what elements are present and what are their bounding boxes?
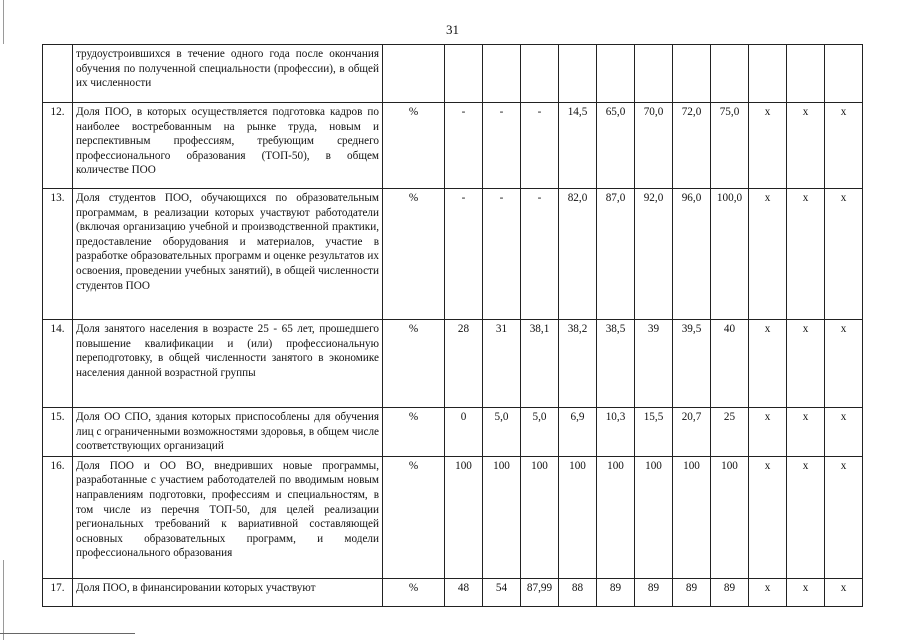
row-number: 15.	[43, 408, 73, 457]
value-cell	[445, 45, 483, 103]
row-number: 16.	[43, 456, 73, 578]
row-number: 13.	[43, 189, 73, 320]
table-row	[43, 456, 863, 578]
value-cell: 38,2	[559, 320, 597, 408]
value-cell: 100	[597, 456, 635, 578]
value-cell: x	[787, 456, 825, 578]
value-cell: -	[445, 189, 483, 320]
value-cell: 38,5	[597, 320, 635, 408]
value-cell: x	[787, 578, 825, 606]
indicator-description: Доля студентов ПОО, обучающихся по образовательным программам, в реализации которых участвуют работодатели (включая организацию учебной и производственной практики, предоставление оборудования и материалов, участие в разработке образовательных программ и оценке результатов их освоения, проведении учебных занятий), в общей численности студентов ПОО	[73, 189, 383, 320]
value-cell: 54	[483, 578, 521, 606]
value-cell: 25	[711, 408, 749, 457]
value-cell: x	[749, 320, 787, 408]
value-cell: -	[483, 189, 521, 320]
value-cell: 89	[597, 578, 635, 606]
value-cell	[597, 45, 635, 103]
value-cell: 39,5	[673, 320, 711, 408]
value-cell	[521, 45, 559, 103]
value-cell	[749, 45, 787, 103]
value-cell: 75,0	[711, 103, 749, 189]
value-cell: 48	[445, 578, 483, 606]
value-cell: x	[787, 320, 825, 408]
value-cell: 40	[711, 320, 749, 408]
value-cell: 5,0	[521, 408, 559, 457]
value-cell: x	[825, 103, 863, 189]
value-cell: x	[825, 456, 863, 578]
value-cell: x	[825, 578, 863, 606]
value-cell: 87,99	[521, 578, 559, 606]
value-cell: x	[825, 189, 863, 320]
scan-bottom-line	[0, 633, 135, 634]
value-cell: 92,0	[635, 189, 673, 320]
value-cell: -	[521, 189, 559, 320]
unit-cell	[383, 45, 445, 103]
unit-cell: %	[383, 320, 445, 408]
value-cell	[711, 45, 749, 103]
value-cell: 14,5	[559, 103, 597, 189]
row-number: 17.	[43, 578, 73, 606]
indicator-description: трудоустроившихся в течение одного года после окончания обучения по полученной специальности (профессии), в общей их численности	[73, 45, 383, 103]
table-row	[43, 578, 863, 606]
indicator-description: Доля занятого населения в возрасте 25 - 65 лет, прошедшего повышение квалификации и (или) профессиональную переподготовку, в общей численности занятого в экономике населения данной возрастной группы	[73, 320, 383, 408]
table-row	[43, 320, 863, 408]
value-cell: 65,0	[597, 103, 635, 189]
table-row	[43, 408, 863, 457]
value-cell: 100	[445, 456, 483, 578]
value-cell: 89	[711, 578, 749, 606]
scan-edge-mark-bottom	[3, 560, 4, 640]
value-cell	[635, 45, 673, 103]
value-cell: x	[787, 103, 825, 189]
value-cell: 87,0	[597, 189, 635, 320]
value-cell: 100	[711, 456, 749, 578]
value-cell: 82,0	[559, 189, 597, 320]
value-cell: x	[749, 103, 787, 189]
value-cell: 20,7	[673, 408, 711, 457]
value-cell: x	[787, 408, 825, 457]
value-cell: x	[787, 189, 825, 320]
value-cell: x	[825, 320, 863, 408]
value-cell: 100	[521, 456, 559, 578]
value-cell: x	[749, 408, 787, 457]
table-body	[43, 45, 863, 607]
value-cell: x	[749, 578, 787, 606]
value-cell: 89	[673, 578, 711, 606]
value-cell: -	[483, 103, 521, 189]
unit-cell: %	[383, 408, 445, 457]
value-cell	[559, 45, 597, 103]
unit-cell: %	[383, 456, 445, 578]
row-number	[43, 45, 73, 103]
unit-cell: %	[383, 103, 445, 189]
value-cell: -	[521, 103, 559, 189]
value-cell: x	[749, 456, 787, 578]
value-cell: 96,0	[673, 189, 711, 320]
value-cell: 70,0	[635, 103, 673, 189]
table-row	[43, 45, 863, 103]
value-cell: 100	[483, 456, 521, 578]
value-cell: 100	[673, 456, 711, 578]
value-cell	[825, 45, 863, 103]
unit-cell: %	[383, 189, 445, 320]
value-cell: 38,1	[521, 320, 559, 408]
value-cell	[483, 45, 521, 103]
value-cell: 31	[483, 320, 521, 408]
indicator-description: Доля ПОО, в которых осуществляется подготовка кадров по наиболее востребованным на рынке труда, новым и перспективным профессиям, требующим среднего профессионального образования (ТОП-50), в общем количестве ПОО	[73, 103, 383, 189]
indicator-description: Доля ОО СПО, здания которых приспособлены для обучения лиц с ограниченными возможностями здоровья, в общем числе соответствующих организаций	[73, 408, 383, 457]
value-cell: 100,0	[711, 189, 749, 320]
indicator-description: Доля ПОО, в финансировании которых участвуют	[73, 578, 383, 606]
value-cell: 100	[559, 456, 597, 578]
table-row	[43, 189, 863, 320]
value-cell	[673, 45, 711, 103]
table-row	[43, 103, 863, 189]
value-cell	[787, 45, 825, 103]
page-number: 31	[446, 22, 459, 37]
value-cell: -	[445, 103, 483, 189]
row-number: 12.	[43, 103, 73, 189]
value-cell: 6,9	[559, 408, 597, 457]
indicator-description: Доля ПОО и ОО ВО, внедривших новые программы, разработанные с участием работодателей по вводимым новым направлениям подготовки, профессиям и специальностям, в том числе из перечня ТОП-50, для целей реализации региональных требований к вариативной составляющей основных образовательных программ, и модели профессионального образования	[73, 456, 383, 578]
indicators-table	[42, 44, 863, 607]
value-cell: 100	[635, 456, 673, 578]
value-cell: 72,0	[673, 103, 711, 189]
value-cell: 28	[445, 320, 483, 408]
value-cell: 39	[635, 320, 673, 408]
value-cell: 0	[445, 408, 483, 457]
value-cell: 10,3	[597, 408, 635, 457]
value-cell: 15,5	[635, 408, 673, 457]
value-cell: x	[749, 189, 787, 320]
row-number: 14.	[43, 320, 73, 408]
unit-cell: %	[383, 578, 445, 606]
value-cell: 5,0	[483, 408, 521, 457]
value-cell: 89	[635, 578, 673, 606]
value-cell: 88	[559, 578, 597, 606]
value-cell: x	[825, 408, 863, 457]
